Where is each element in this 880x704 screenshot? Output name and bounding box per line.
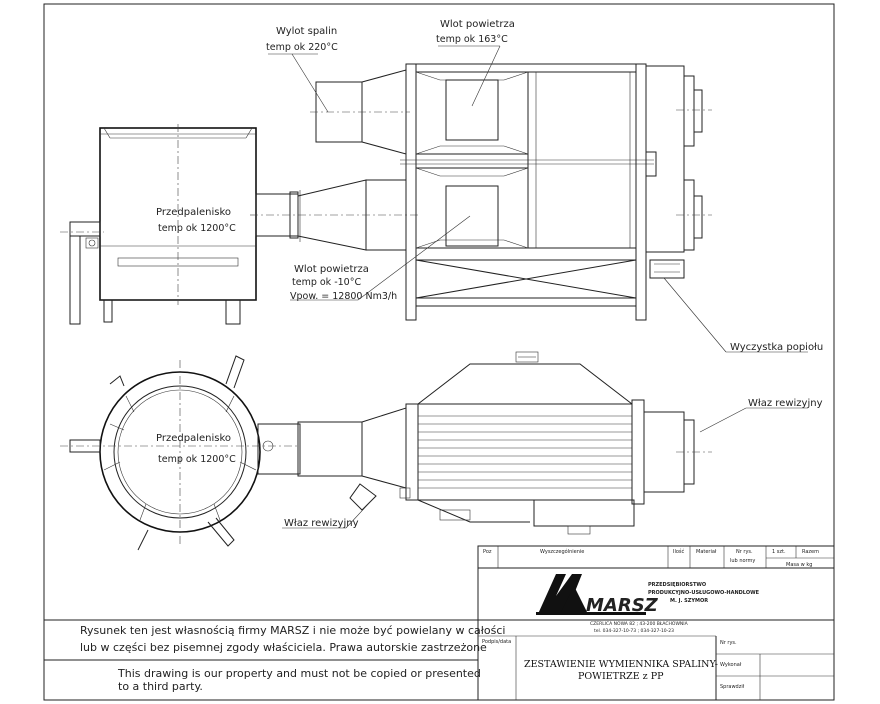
col-qty: Ilość (673, 549, 685, 555)
company-phones: tel. 034-327-10-73 ; 034-327-10-23 (594, 629, 675, 634)
company-line-1: PRZEDSIĘBIORSTWO (648, 582, 707, 588)
label-air-inlet-bottom-temp: temp ok -10°C (292, 277, 362, 288)
col-material: Materiał (696, 549, 717, 555)
tube-bundle-plan (418, 416, 632, 488)
label-prefurnace-plan-temp: temp ok 1200°C (158, 454, 236, 465)
col-drawing-no-1: Nr rys. (736, 549, 753, 555)
col-pieces: 1 szt. (772, 549, 786, 555)
label-air-inlet-bottom: Wlot powietrza (294, 264, 369, 275)
label-inspection-hatch-left: Właz rewizyjny (284, 518, 359, 529)
col-mass: Masa w kg (786, 562, 813, 568)
col-description: Wyszczególnienie (540, 549, 585, 555)
label-prefurnace-plan: Przedpalenisko (156, 433, 231, 444)
drawn-label: Wykonał (720, 662, 742, 668)
col-total: Razem (802, 549, 819, 555)
label-flue-gas-temp: temp ok 220°C (266, 42, 338, 53)
drawing-title-2: POWIETRZE z PP (578, 671, 664, 682)
drawing-no-label: Nr rys. (720, 640, 737, 646)
col-pos: Poz (483, 549, 492, 555)
drawing-title-1: ZESTAWIENIE WYMIENNIKA SPALINY- (524, 659, 718, 670)
label-inspection-hatch-right: Właz rewizyjny (748, 398, 823, 409)
plan-view (60, 352, 712, 550)
company-line-2: PRODUKCYJNO-USŁUGOWO-HANDLOWE (648, 590, 759, 596)
label-air-inlet-top-temp: temp ok 163°C (436, 34, 508, 45)
col-drawing-no-2: lub normy (730, 558, 756, 564)
company-address: CZERLICA NOWA 82 ; 43-200 BŁACHOWNIA (590, 622, 688, 627)
company-line-3: M. J. SZYMOR (670, 598, 709, 604)
marsz-logo (536, 574, 659, 616)
label-flue-gas-outlet: Wylot spalin (276, 26, 338, 37)
label-prefurnace-side: Przedpalenisko (156, 207, 231, 218)
copyright-note-en-2: to a third party. (118, 680, 203, 693)
label-ash-cleanout: Wyczystka popiołu (730, 342, 824, 353)
copyright-note-en-1: This drawing is our property and must not be copied or presented (118, 667, 481, 680)
logo-text: MARSZ (586, 595, 658, 616)
copyright-note-pl-2: lub w części bez pisemnej zgody właściciela. Prawa autorskie zastrzeżone (80, 641, 487, 654)
side-view (60, 64, 712, 324)
copyright-note-pl-1: Rysunek ten jest własnością firmy MARSZ i nie może być powielany w całości (80, 624, 506, 637)
checked-label: Sprawdził (720, 684, 745, 690)
signature-label: Podpis/data (482, 639, 512, 645)
label-air-inlet-top: Wlot powietrza (440, 19, 515, 30)
label-prefurnace-side-temp: temp ok 1200°C (158, 223, 236, 234)
label-air-flow: Vpow. = 12800 Nm3/h (290, 291, 398, 302)
